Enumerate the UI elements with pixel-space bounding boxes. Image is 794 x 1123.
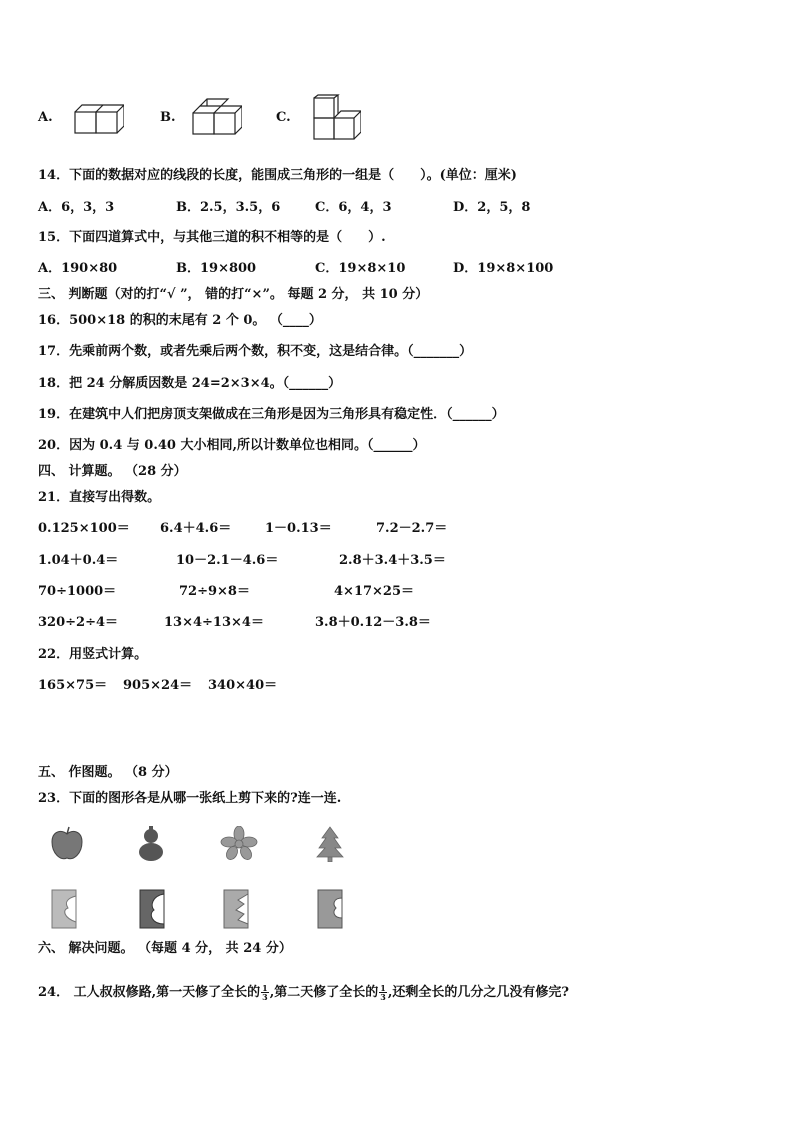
question-24 [38,984,569,1001]
calc-item: 320÷2÷4＝ [38,615,119,630]
fraction-one-third [379,984,387,1001]
section-5-title: 五、 作图题。 （8 分） [38,765,178,780]
fraction-numerator: 1 [262,983,268,993]
question-14-option-c: C．6，4，3 [315,200,392,215]
question-15-option-b: B．19×800 [176,261,257,276]
question-14-option-d: D．2，5，8 [453,200,531,215]
paper-cut-piece-1-icon [50,888,80,930]
question-23-stem: 23．下面的图形各是从哪一张纸上剪下来的?连一连. [38,791,342,806]
fraction-denominator: 3 [262,992,268,1002]
question-19: 19．在建筑中人们把房顶支架做成在三角形是因为三角形具有稳定性．（______） [38,407,505,422]
question-24-text-1: 24． 工人叔叔修路,第一天修了全长的 [38,985,261,1000]
calc-item: 1.04＋0.4＝ [38,553,119,568]
option-b-label: B. [160,110,176,125]
fraction-numerator: 1 [380,983,386,993]
paper-cut-piece-4-icon [316,888,346,930]
paper-cut-piece-2-icon [138,888,168,930]
vertical-calc-item: 165×75＝ [38,678,108,693]
gourd-shape-icon [136,826,166,862]
question-20: 20．因为 0.4 与 0.40 大小相同,所以计数单位也相同。（______） [38,438,426,453]
calc-item: 4×17×25＝ [334,584,415,599]
question-15-stem: 15．下面四道算式中，与其他三道的积不相等的是（ ）. [38,230,386,245]
vertical-calc-item: 905×24＝ [123,678,193,693]
calc-item: 1－0.13＝ [265,521,332,536]
flower-shape-icon [220,826,258,862]
apple-shape-icon [50,826,84,862]
fraction-denominator: 3 [380,992,386,1002]
calc-item: 0.125×100＝ [38,521,130,536]
question-18: 18．把 24 分解质因数是 24=2×3×4。（______） [38,376,342,391]
question-14-option-b: B．2.5，3.5，6 [176,200,281,215]
calc-item: 13×4÷13×4＝ [164,615,264,630]
question-15-option-d: D．19×8×100 [453,261,554,276]
question-14-stem: 14．下面的数据对应的线段的长度，能围成三角形的一组是（ ）。(单位：厘米) [38,168,517,183]
calc-item: 72÷9×8＝ [179,584,250,599]
question-16: 16．500×18 的积的末尾有 2 个 0。 （____） [38,313,322,328]
question-15-option-c: C．19×8×10 [315,261,406,276]
option-a-label: A. [38,110,53,125]
fraction-one-third [261,984,269,1001]
question-22-stem: 22．用竖式计算。 [38,647,148,662]
question-15-option-a: A．190×80 [38,261,118,276]
cube-figure-c [313,94,361,140]
question-17: 17．先乘前两个数，或者先乘后两个数，积不变，这是结合律。（_______） [38,344,473,359]
option-c-label: C. [276,110,291,125]
section-3-title: 三、 判断题（对的打“√ ”， 错的打“×”。 每题 2 分， 共 10 分） [38,287,429,302]
section-6-title: 六、 解决问题。 （每题 4 分， 共 24 分） [38,941,292,956]
calc-item: 7.2－2.7＝ [376,521,448,536]
calc-item: 10－2.1－4.6＝ [176,553,279,568]
vertical-calc-item: 340×40＝ [208,678,278,693]
section-4-title: 四、 计算题。 （28 分） [38,464,187,479]
calc-item: 6.4＋4.6＝ [160,521,232,536]
calc-item: 3.8＋0.12－3.8＝ [315,615,431,630]
calc-item: 70÷1000＝ [38,584,117,599]
paper-cut-piece-3-icon [222,888,252,930]
cube-figure-b [192,97,242,135]
question-21-stem: 21．直接写出得数。 [38,490,161,505]
question-24-text-2: ,第二天修了全长的 [269,985,379,1000]
question-24-text-3: ,还剩全长的几分之几没有修完? [387,985,569,1000]
question-14-option-a: A．6，3，3 [38,200,115,215]
tree-shape-icon [315,826,345,862]
cube-figure-a [74,104,124,134]
calc-item: 2.8＋3.4＋3.5＝ [339,553,446,568]
